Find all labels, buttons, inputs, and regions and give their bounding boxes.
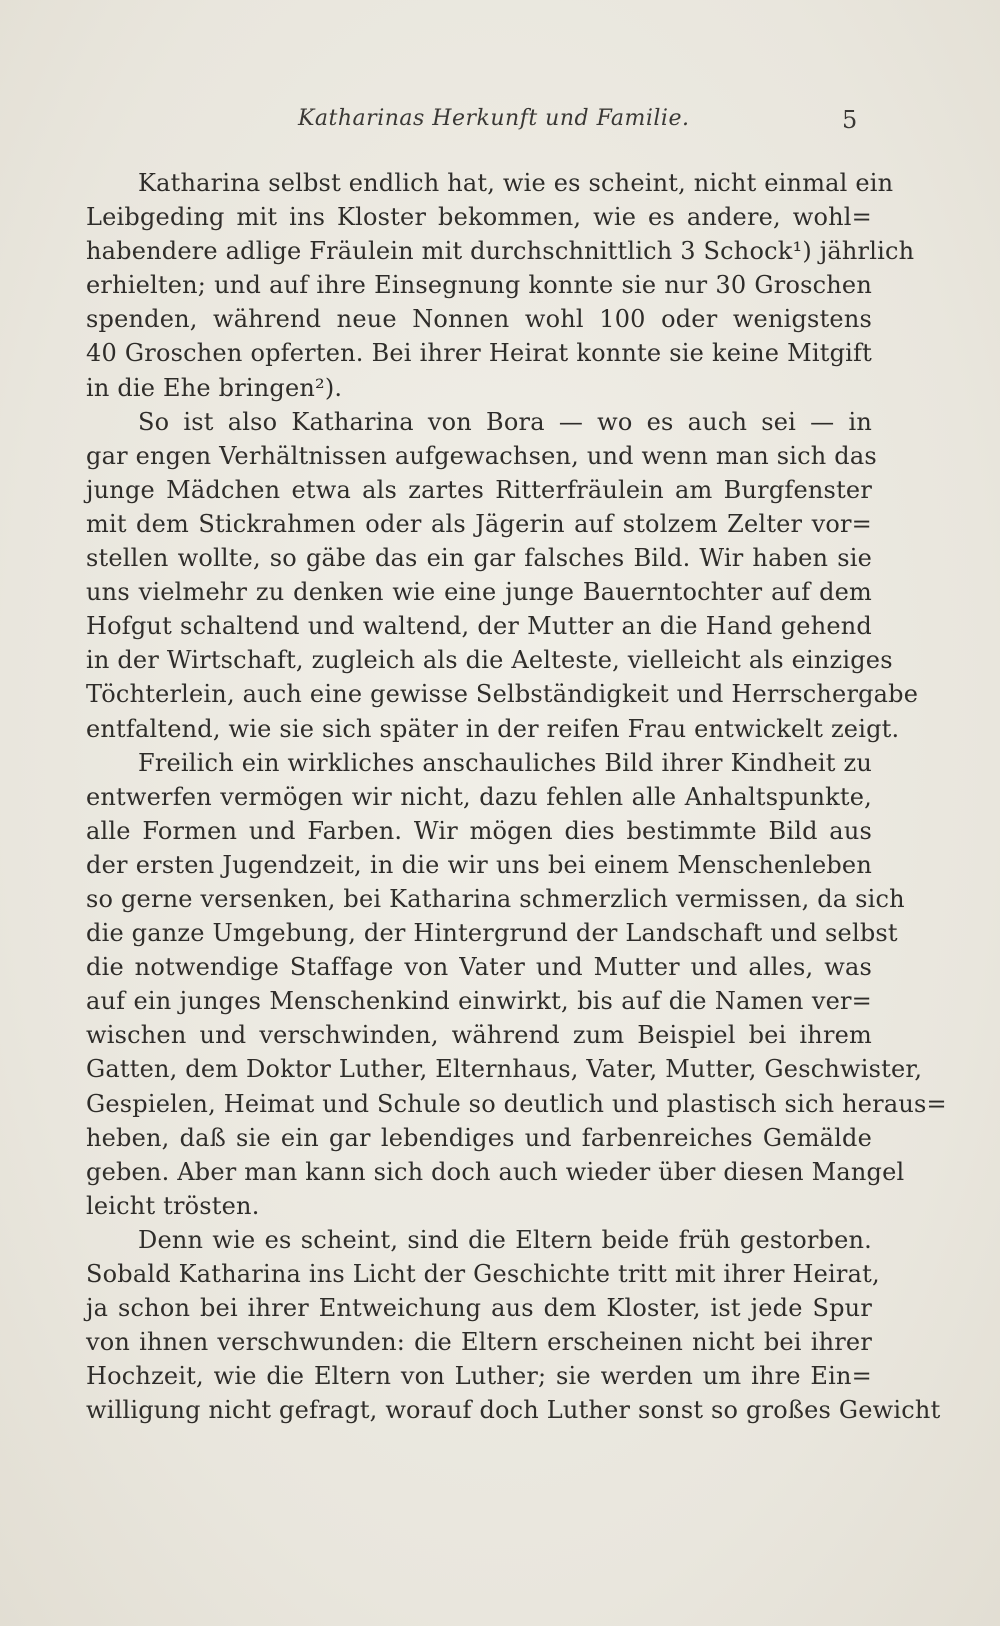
text-line: Leibgeding mit ins Kloster bekommen, wie es andere, wohl= bbox=[86, 203, 872, 232]
text-line: spenden, während neue Nonnen wohl 100 oder wenigstens bbox=[86, 305, 872, 334]
text-line: die ganze Umgebung, der Hintergrund der Landschaft und selbst bbox=[86, 919, 898, 948]
text-line: Töchterlein, auch eine gewisse Selbständigkeit und Herrschergabe bbox=[86, 680, 919, 709]
text-line: habendere adlige Fräulein mit durchschnittlich 3 Schock¹) jährlich bbox=[86, 237, 915, 266]
text-line: die notwendige Staffage von Vater und Mutter und alles, was bbox=[86, 953, 872, 982]
text-line: so gerne versenken, bei Katharina schmerzlich vermissen, da sich bbox=[86, 884, 905, 913]
text-line: leicht trösten. bbox=[86, 1191, 260, 1220]
body-text bbox=[86, 166, 947, 1427]
text-line: entwerfen vermögen wir nicht, dazu fehlen alle Anhaltspunkte, bbox=[86, 782, 872, 811]
text-line: geben. Aber man kann sich doch auch wieder über diesen Mangel bbox=[86, 1157, 905, 1186]
page-number: 5 bbox=[842, 106, 858, 134]
paragraph-1 bbox=[86, 166, 915, 405]
text-line: So ist also Katharina von Bora — wo es auch sei — in bbox=[138, 407, 872, 436]
text-line: in der Wirtschaft, zugleich als die Aelteste, vielleicht als einziges bbox=[86, 646, 893, 675]
text-line: alle Formen und Farben. Wir mögen dies bestimmte Bild aus bbox=[86, 816, 872, 845]
text-line: wischen und verschwinden, während zum Beispiel bei ihrem bbox=[86, 1021, 872, 1050]
text-line: entfaltend, wie sie sich später in der reifen Frau entwickelt zeigt. bbox=[86, 714, 900, 743]
paragraph-3 bbox=[86, 746, 947, 1223]
text-line: erhielten; und auf ihre Einsegnung konnte sie nur 30 Groschen bbox=[86, 271, 872, 300]
text-line: mit dem Stickrahmen oder als Jägerin auf stolzem Zelter vor= bbox=[86, 509, 872, 538]
text-line: gar engen Verhältnissen aufgewachsen, und wenn man sich das bbox=[86, 441, 877, 470]
text-line: stellen wollte, so gäbe das ein gar falsches Bild. Wir haben sie bbox=[86, 544, 872, 573]
text-line: in die Ehe bringen²). bbox=[86, 373, 343, 402]
running-title: Katharinas Herkunft und Familie. bbox=[298, 106, 690, 131]
text-line: auf ein junges Menschenkind einwirkt, bis auf die Namen ver= bbox=[86, 987, 872, 1016]
text-line: Sobald Katharina ins Licht der Geschichte tritt mit ihrer Heirat, bbox=[86, 1260, 880, 1288]
text-line: Gespielen, Heimat und Schule so deutlich und plastisch sich heraus= bbox=[86, 1089, 947, 1118]
text-line: Katharina selbst endlich hat, wie es scheint, nicht einmal ein bbox=[138, 169, 894, 197]
text-line: willigung nicht gefragt, worauf doch Luther sonst so großes Gewicht bbox=[86, 1396, 941, 1425]
text-line: junge Mädchen etwa als zartes Ritterfräulein am Burgfenster bbox=[86, 475, 872, 504]
text-line: Gatten, dem Doktor Luther, Elternhaus, Vater, Mutter, Geschwister, bbox=[86, 1055, 923, 1084]
text-line: der ersten Jugendzeit, in die wir uns bei einem Menschenleben bbox=[86, 850, 872, 879]
running-header bbox=[0, 106, 1000, 140]
text-line: heben, daß sie ein gar lebendiges und farbenreiches Gemälde bbox=[86, 1123, 872, 1152]
text-line: Denn wie es scheint, sind die Eltern beide früh gestorben. bbox=[138, 1225, 872, 1254]
text-line: Hofgut schaltend und waltend, der Mutter an die Hand gehend bbox=[86, 612, 872, 641]
text-line: Hochzeit, wie die Eltern von Luther; sie werden um ihre Ein= bbox=[86, 1362, 872, 1391]
text-line: Freilich ein wirkliches anschauliches Bild ihrer Kindheit zu bbox=[138, 748, 872, 777]
text-line: von ihnen verschwunden: die Eltern erscheinen nicht bei ihrer bbox=[86, 1328, 872, 1357]
paragraph-2 bbox=[86, 405, 919, 746]
text-line: ja schon bei ihrer Entweichung aus dem Kloster, ist jede Spur bbox=[86, 1294, 872, 1323]
text-line: 40 Groschen opferten. Bei ihrer Heirat konnte sie keine Mitgift bbox=[86, 339, 872, 368]
text-line: uns vielmehr zu denken wie eine junge Bauerntochter auf dem bbox=[86, 578, 872, 607]
paragraph-4 bbox=[86, 1223, 941, 1428]
